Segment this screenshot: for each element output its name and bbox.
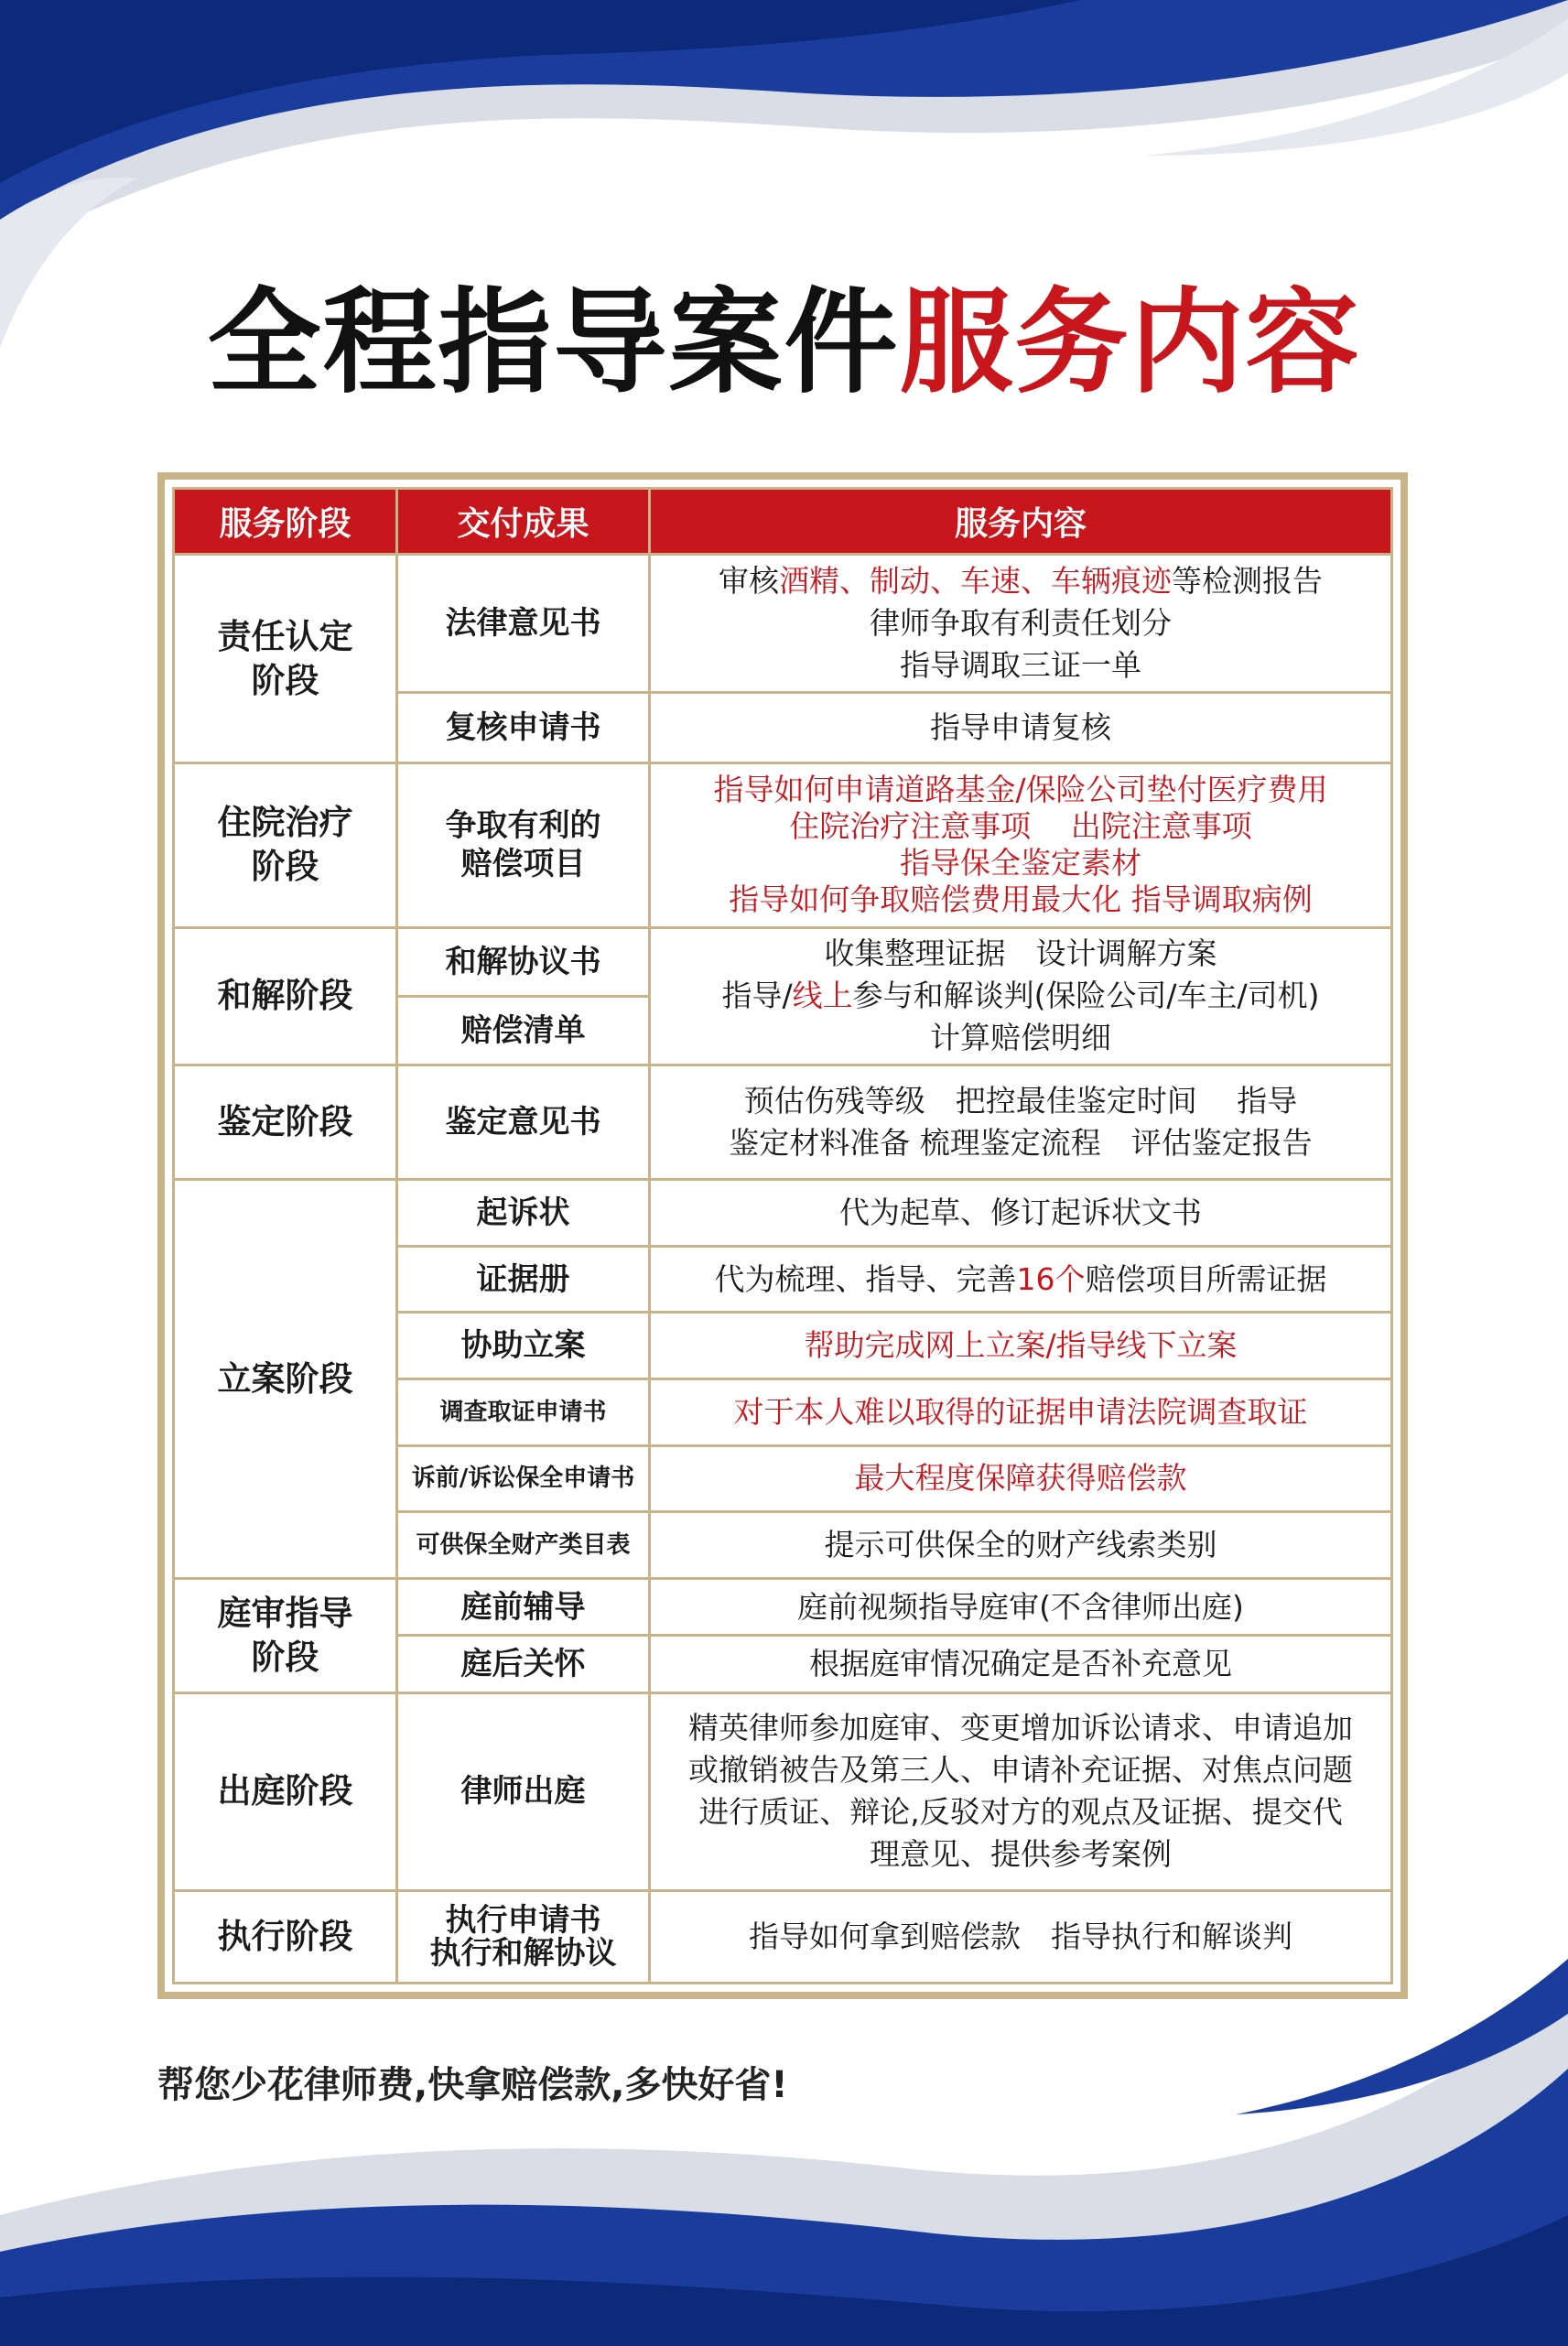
content-cell [650, 763, 1392, 928]
header-deliverable: 交付成果 [397, 489, 650, 555]
content-line: 指导保全鉴定素材 [900, 845, 1141, 881]
content-cell [650, 555, 1392, 693]
table-row [174, 1578, 1392, 1636]
content-line: 律师争取有利责任划分 [870, 605, 1172, 642]
deliverable-cell: 鉴定意见书 [397, 1065, 650, 1179]
content-line: 预估伤残等级 把控最佳鉴定时间 指导 [743, 1083, 1298, 1119]
content-cell: 最大程度保障获得赔偿款 [650, 1445, 1392, 1512]
content-line: 或撤销被告及第三人、申请补充证据、对焦点问题 [688, 1752, 1353, 1789]
content-text: 指导/ [721, 978, 793, 1014]
stage-cell: 执行阶段 [174, 1890, 397, 1983]
service-table-frame [157, 472, 1408, 1999]
table-header-row [174, 489, 1392, 555]
table-row [174, 763, 1392, 928]
content-cell: 庭前视频指导庭审(不含律师出庭) [650, 1578, 1392, 1636]
stage-cell: 出庭阶段 [174, 1693, 397, 1891]
page-title [0, 265, 1568, 421]
deliverable-line: 执行申请书 [445, 1901, 601, 1939]
deliverable-label: 争取有利的赔偿项目 [445, 807, 601, 883]
stage-cell: 和解阶段 [174, 927, 397, 1065]
deliverable-cell: 可供保全财产类目表 [397, 1512, 650, 1579]
deliverable-cell: 诉前/诉讼保全申请书 [397, 1445, 650, 1512]
title-red: 服务内容 [899, 277, 1361, 409]
service-table [172, 487, 1393, 1984]
content-highlight: 线上 [792, 978, 853, 1014]
content-cell: 提示可供保全的财产线索类别 [650, 1512, 1392, 1579]
stage-cell: 鉴定阶段 [174, 1065, 397, 1179]
deliverable-cell: 复核申请书 [397, 693, 650, 763]
content-cell [650, 1693, 1392, 1891]
content-line: 收集整理证据 设计调解方案 [824, 935, 1217, 972]
deliverable-cell: 庭后关怀 [397, 1636, 650, 1693]
deliverable-cell: 调查取证申请书 [397, 1379, 650, 1446]
stage-label: 责任认定阶段 [217, 616, 353, 700]
content-cell: 指导申请复核 [650, 693, 1392, 763]
stage-label: 住院治疗阶段 [217, 803, 353, 887]
content-line: 住院治疗注意事项 出院注意事项 [789, 808, 1252, 845]
deliverable-cell [397, 1890, 650, 1983]
content-cell: 帮助完成网上立案/指导线下立案 [650, 1313, 1392, 1379]
content-cell [650, 1065, 1392, 1179]
header-content: 服务内容 [650, 489, 1392, 555]
content-line: 精英律师参加庭审、变更增加诉讼请求、申请追加 [688, 1710, 1353, 1746]
content-cell: 对于本人难以取得的证据申请法院调查取证 [650, 1379, 1392, 1446]
stage-label: 庭审指导阶段 [217, 1593, 353, 1677]
deliverable-cell: 证据册 [397, 1246, 650, 1313]
stage-cell [174, 1578, 397, 1692]
table-row [174, 1180, 1392, 1247]
content-line: 鉴定材料准备 梳理鉴定流程 评估鉴定报告 [729, 1125, 1313, 1162]
content-highlight: 酒精、制动、车速、车辆痕迹 [779, 563, 1172, 600]
slogan: 帮您少花律师费,快拿赔偿款,多快好省! [157, 2064, 788, 2106]
content-line: 指导调取三证一单 [900, 647, 1141, 684]
table-row [174, 1065, 1392, 1179]
deliverable-cell: 起诉状 [397, 1180, 650, 1247]
content-line: 理意见、提供参考案例 [870, 1836, 1172, 1873]
stage-cell [174, 763, 397, 928]
content-cell: 根据庭审情况确定是否补充意见 [650, 1636, 1392, 1693]
deliverable-line: 执行和解协议 [429, 1934, 617, 1972]
deliverable-cell: 律师出庭 [397, 1693, 650, 1891]
table-row [174, 1693, 1392, 1891]
table-row [174, 555, 1392, 693]
header-stage: 服务阶段 [174, 489, 397, 555]
content-text: 赔偿项目所需证据 [1085, 1260, 1327, 1297]
content-text: 代为梳理、指导、完善 [714, 1260, 1017, 1297]
content-text: 审核 [719, 563, 779, 600]
deliverable-cell: 庭前辅导 [397, 1578, 650, 1636]
content-cell [650, 1246, 1392, 1313]
deliverable-cell: 和解协议书 [397, 927, 650, 996]
content-line: 进行质证、辩论,反驳对方的观点及证据、提交代 [698, 1794, 1343, 1831]
content-cell [650, 927, 1392, 1065]
content-line: 指导如何争取赔偿费用最大化 指导调取病例 [729, 881, 1313, 918]
content-text: 等检测报告 [1172, 563, 1323, 600]
content-text: 参与和解谈判(保险公司/车主/司机) [852, 978, 1320, 1014]
content-line: 计算赔偿明细 [930, 1020, 1111, 1056]
title-black: 全程指导案件 [207, 277, 900, 409]
content-cell: 代为起草、修订起诉状文书 [650, 1180, 1392, 1247]
table-row [174, 927, 1392, 996]
content-highlight: 16个 [1016, 1260, 1086, 1297]
stage-cell [174, 555, 397, 763]
content-line: 指导如何申请道路基金/保险公司垫付医疗费用 [713, 772, 1328, 808]
deliverable-cell: 法律意见书 [397, 555, 650, 693]
table-row [174, 1890, 1392, 1983]
content-cell: 指导如何拿到赔偿款 指导执行和解谈判 [650, 1890, 1392, 1983]
deliverable-cell: 赔偿清单 [397, 996, 650, 1065]
deliverable-cell: 协助立案 [397, 1313, 650, 1379]
stage-cell: 立案阶段 [174, 1180, 397, 1579]
deliverable-cell [397, 763, 650, 928]
